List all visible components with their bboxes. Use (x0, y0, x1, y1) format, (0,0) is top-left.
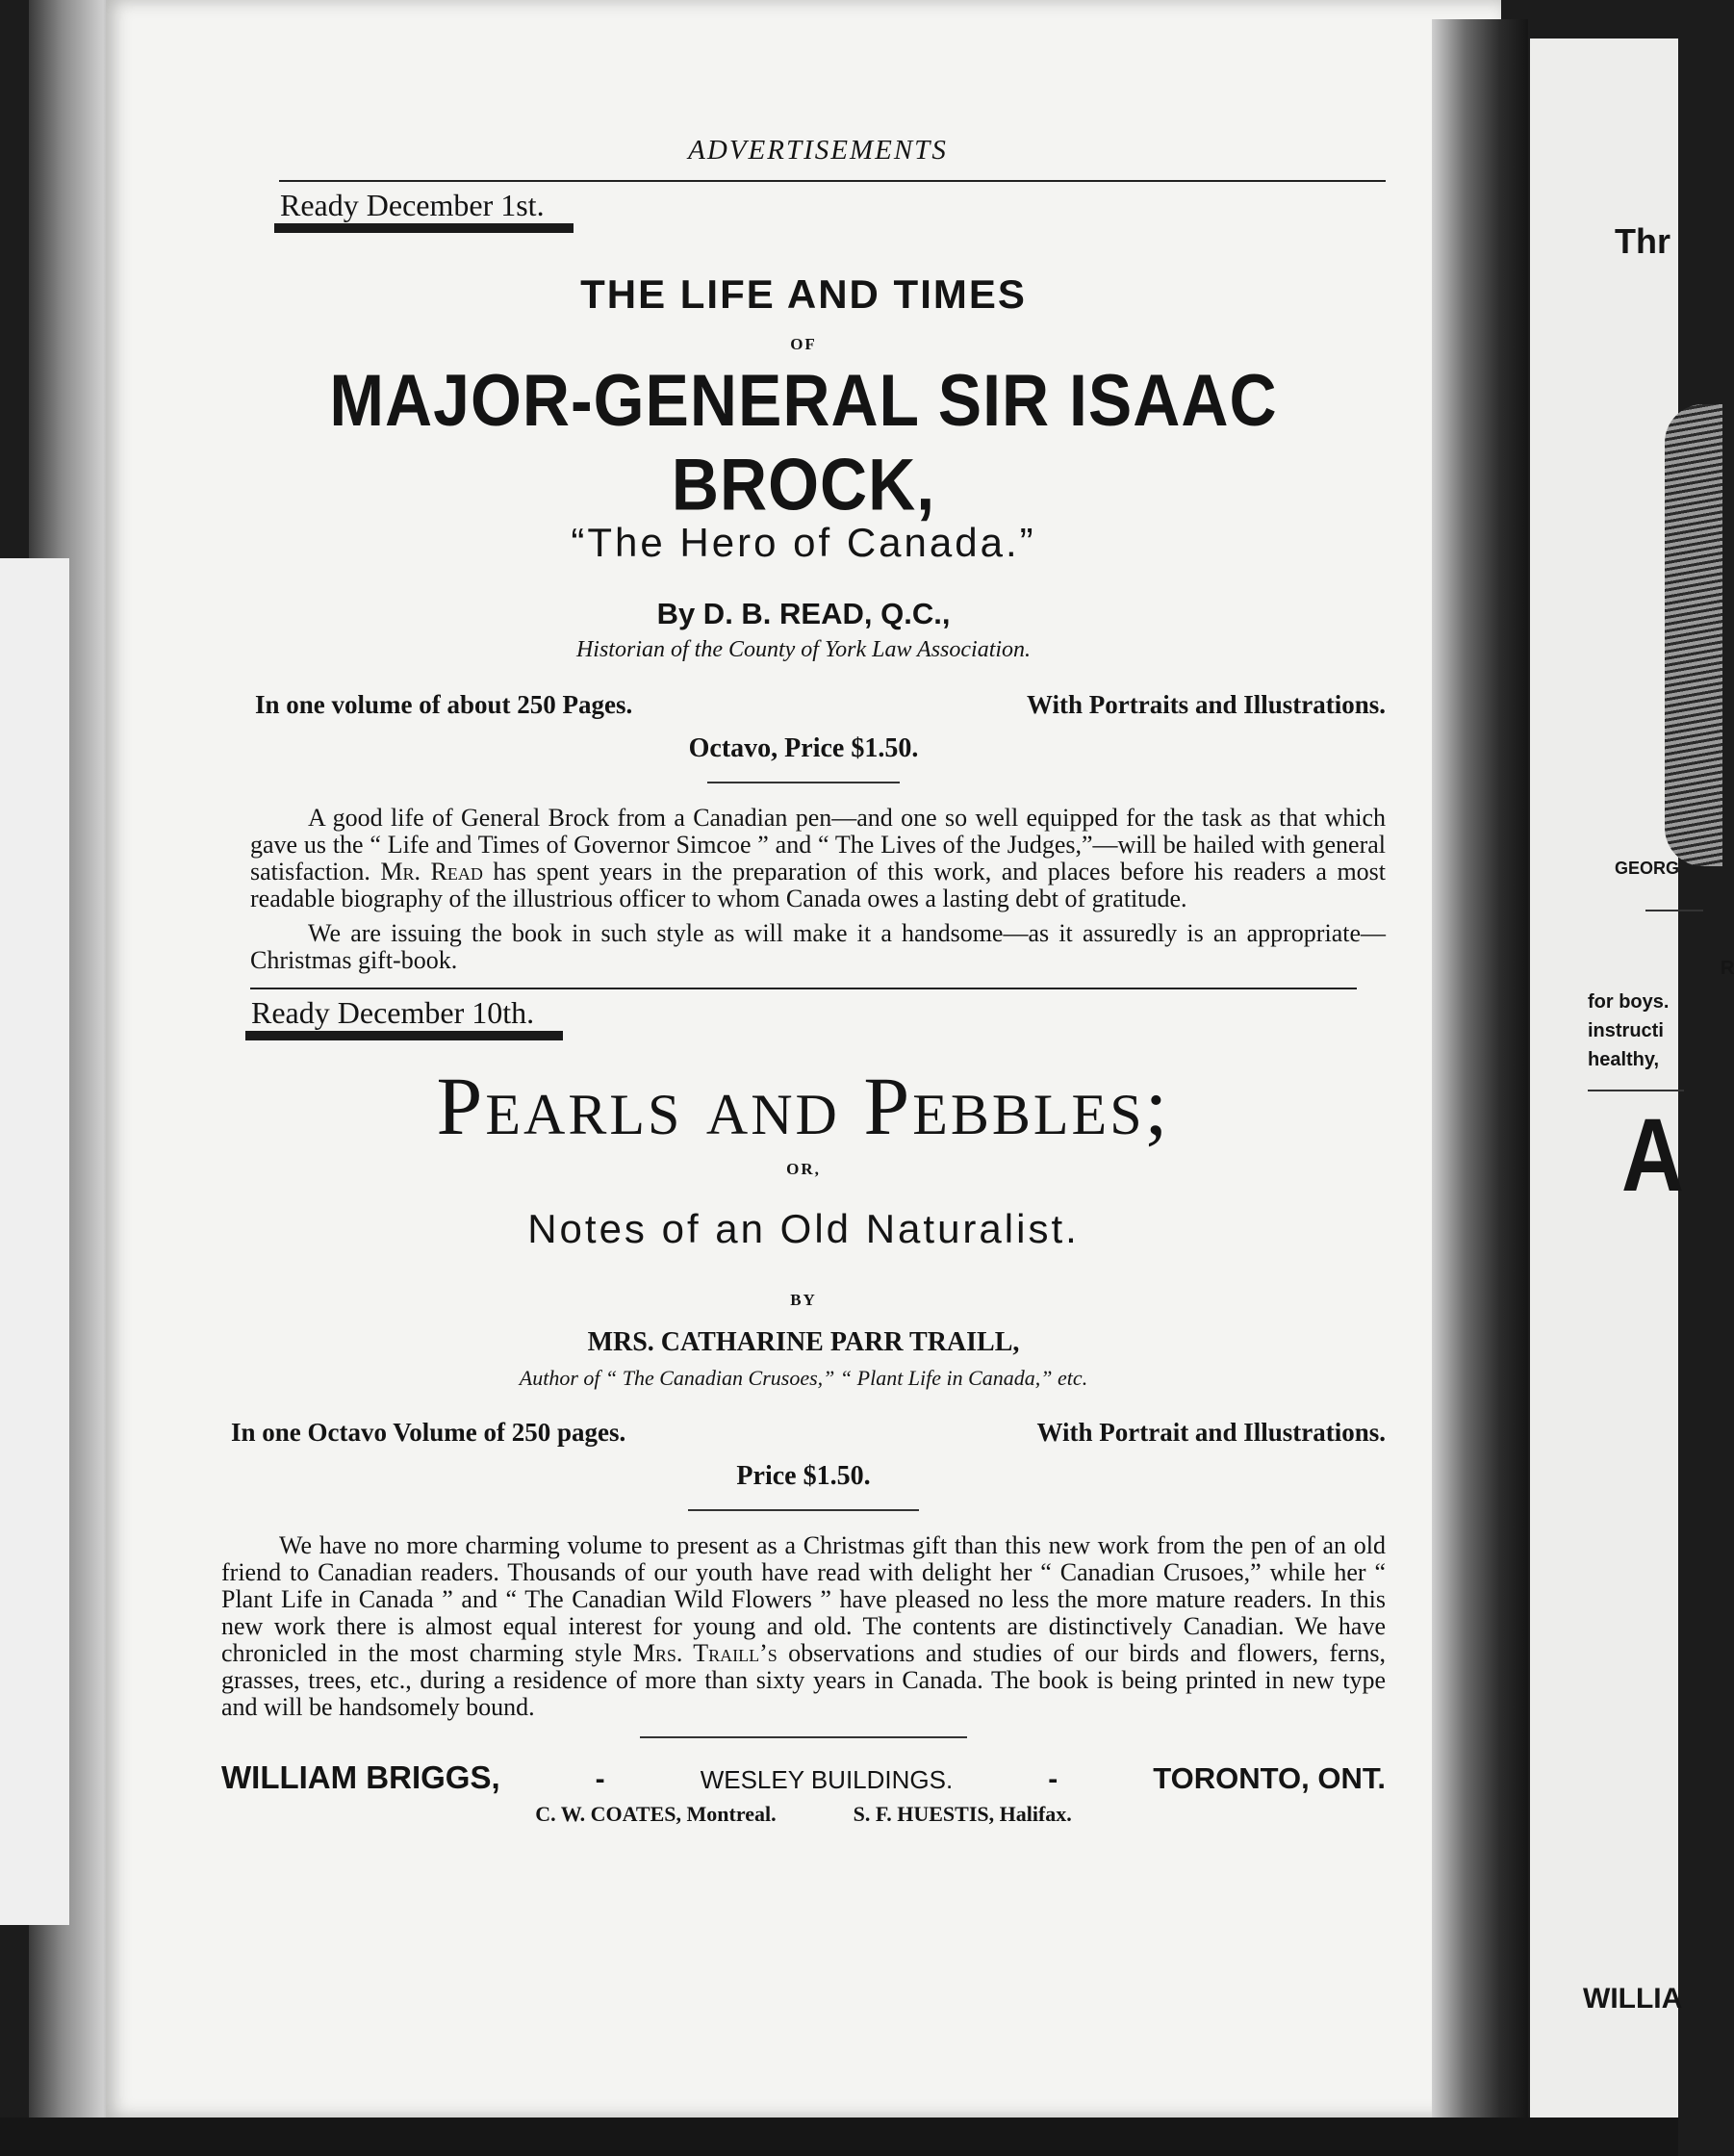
book-author: MRS. CATHARINE PARR TRAILL, (587, 1327, 1020, 1357)
book-description (221, 805, 1386, 974)
book-title-line: THE LIFE AND TIMES (580, 271, 1027, 317)
facing-caption-fragment: GEORG (1615, 859, 1680, 878)
title-connector: OF (790, 335, 817, 353)
facing-text-fragment: instructi (1588, 1020, 1664, 1041)
volume-info: In one volume of about 250 Pages. (255, 690, 633, 719)
description-paragraph: A good life of General Brock from a Canadian pen—and one so well equipped for the task as that which gave us the “ Life and Times of Governor Simcoe ” and “ The Lives of the Judges,”—will be hailed with general satisfaction. Mr. Read has spent years in the preparation of this work, and places before his readers a most readable biography of the illustrious officer to whom Canada owes a lasting debt of gratitude. (250, 804, 1387, 912)
book-description (221, 1532, 1386, 1721)
illustration-info: With Portraits and Illustrations. (1026, 690, 1386, 719)
agent-halifax: S. F. HUESTIS, Halifax. (853, 1802, 1072, 1826)
author-description: Author of “ The Canadian Crusoes,” “ Plant Life in Canada,” etc. (519, 1366, 1088, 1390)
illustration-info: With Portrait and Illustrations. (1036, 1418, 1386, 1447)
publisher-name: WILLIAM BRIGGS, (221, 1759, 500, 1795)
scan-background-strip (0, 558, 69, 1925)
facing-page-fragment (1530, 38, 1734, 2118)
book-price: Octavo, Price $1.50. (688, 733, 919, 763)
author-description: Historian of the County of York Law Association. (575, 637, 1032, 662)
facing-rule (1645, 910, 1703, 911)
publisher-footer (221, 1759, 1386, 1796)
section-rule (640, 1736, 967, 1738)
facing-text-fragment: for boys. (1588, 991, 1670, 1013)
ready-date-label: Ready December 1st. (274, 188, 574, 233)
pearls-advertisement (221, 989, 1386, 1738)
advertisement-page (221, 135, 1386, 1827)
description-paragraph: We have no more charming volume to present as a Christmas gift than this new work from the pen of an old friend to Canadian readers. Thousands of our youth have read with delight her “ Canadian Crusoes,” while her “ Plant Life in Canada ” and “ The Canadian Wild Flowers ” have pleased no less the more mature readers. In this new work there is almost equal interest for young and old. The contents are distinctively Canadian. We have chronicled in the most charming style Mrs. Traill’s observations and studies of our birds and flowers, ferns, grasses, trees, etc., during a residence of more than sixty years in Canada. The book is being printed in new type and will be handsomely bound. (221, 1531, 1386, 1721)
facing-text-fragment: healthy, (1588, 1049, 1660, 1070)
book-main-title: Pearls and Pebbles; (436, 1060, 1171, 1152)
volume-info: In one Octavo Volume of 250 pages. (231, 1418, 626, 1447)
facing-big-title-fragment: A (1621, 1097, 1684, 1214)
section-rule (707, 782, 900, 783)
agents-line (221, 1802, 1386, 1827)
facing-portrait-illustration (1665, 404, 1722, 866)
publisher-city: TORONTO, ONT. (1153, 1761, 1386, 1795)
book-author: By D. B. READ, Q.C., (656, 597, 951, 630)
book-subtitle: Notes of an Old Naturalist. (527, 1206, 1080, 1251)
book-gutter (1432, 19, 1528, 2118)
running-head: ADVERTISEMENTS (688, 135, 948, 166)
book-price: Price $1.50. (736, 1461, 871, 1491)
brock-advertisement (221, 182, 1386, 974)
footer-separator: - (595, 1763, 605, 1795)
facing-rule (1588, 1090, 1684, 1091)
title-connector: OR, (786, 1160, 821, 1178)
agent-montreal: C. W. COATES, Montreal. (535, 1802, 777, 1826)
facing-footer-fragment: WILLIA (1583, 1983, 1683, 2015)
by-label: BY (790, 1291, 817, 1309)
description-paragraph: We are issuing the book in such style as will make it a handsome—as it assuredly is an appropriate—Christmas gift-book. (250, 919, 1386, 974)
ready-date-label: Ready December 10th. (245, 995, 563, 1040)
facing-heading-fragment: Thr (1615, 221, 1670, 261)
publisher-address: WESLEY BUILDINGS. (700, 1765, 954, 1794)
book-subtitle: “The Hero of Canada.” (571, 520, 1036, 565)
footer-separator: - (1048, 1763, 1058, 1795)
scan-bottom-border (0, 2118, 1678, 2156)
facing-text-fragment: R (1721, 958, 1734, 979)
section-rule (688, 1509, 919, 1511)
book-main-title: MAJOR-GENERAL SIR ISAAC BROCK, (329, 359, 1278, 526)
